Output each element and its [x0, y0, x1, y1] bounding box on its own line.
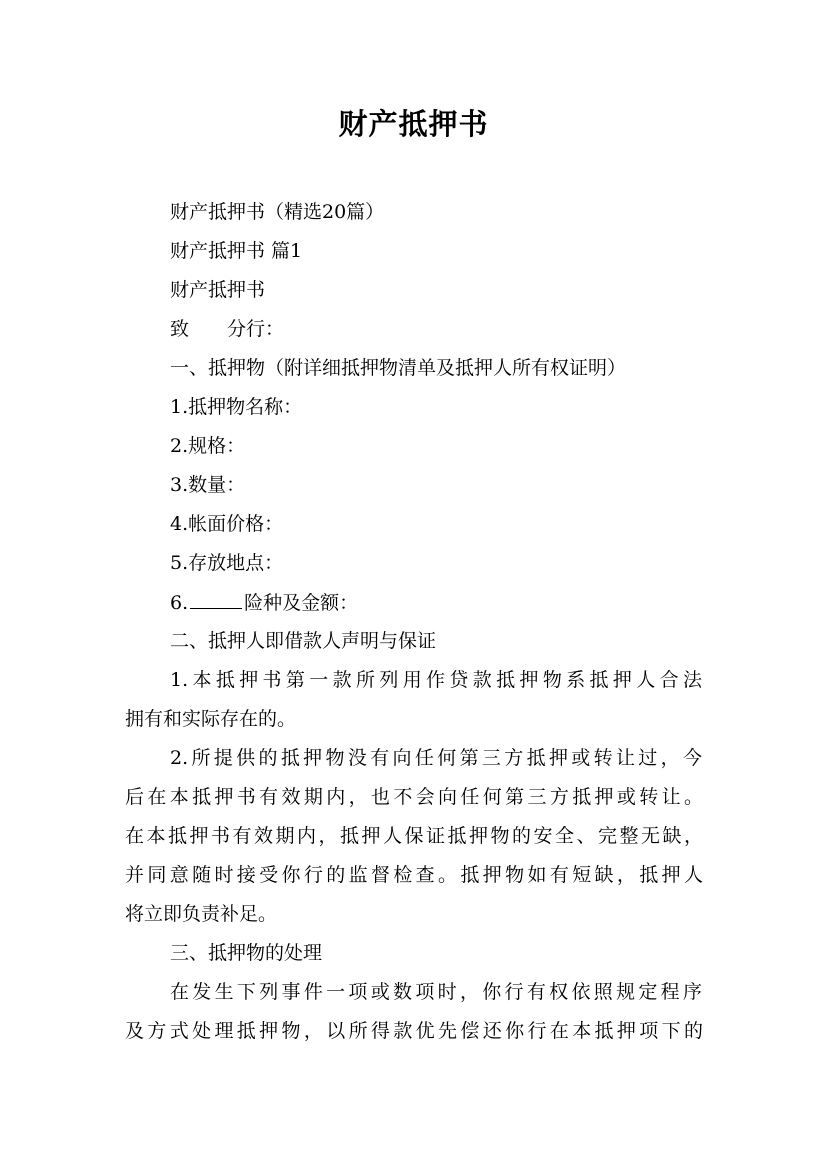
paragraph-line: 在本抵押书有效期内，抵押人保证抵押物的安全、完整无缺，: [125, 825, 703, 847]
blank-underline: [190, 589, 242, 609]
subtitle-collection: 财产抵押书（精选20篇）: [170, 201, 385, 223]
article-title: 财产抵押书: [170, 279, 266, 301]
section-heading-disposal: 三、抵押物的处理: [170, 942, 323, 964]
paragraph-line: 将立即负责补足。: [125, 903, 278, 925]
collateral-item-insurance: [170, 589, 358, 616]
section-heading-declaration: 二、抵押人即借款人声明与保证: [170, 630, 437, 652]
section-heading-collateral: 一、抵押物（附详细抵押物清单及抵押人所有权证明）: [170, 357, 627, 379]
paragraph-line: 1.本抵押书第一款所列用作贷款抵押物系抵押人合法: [170, 669, 702, 691]
collateral-item-name: 1.抵押物名称：: [170, 396, 303, 418]
paragraph-line: 2.所提供的抵押物没有向任何第三方抵押或转让过，今: [170, 747, 702, 769]
collateral-item-quantity: 3.数量：: [170, 474, 246, 496]
addressee-line: [170, 316, 284, 342]
collateral-item-spec: 2.规格：: [170, 435, 246, 457]
insurance-label: 险种及金额：: [244, 592, 359, 614]
addressee-to: 致: [170, 318, 190, 340]
paragraph-line: 及方式处理抵押物，以所得款优先偿还你行在本抵押项下的: [125, 1020, 703, 1042]
collateral-item-book-value: 4.帐面价格：: [170, 513, 284, 535]
paragraph-line: 并同意随时接受你行的监督检查。抵押物如有短缺，抵押人: [125, 864, 703, 886]
paragraph-line: 后在本抵押书有效期内，也不会向任何第三方抵押或转让。: [125, 786, 703, 808]
article-heading: 财产抵押书 篇1: [170, 240, 303, 262]
paragraph-line: 拥有和实际存在的。: [125, 708, 297, 730]
addressee-branch: 分行：: [227, 318, 285, 340]
document-title: 财产抵押书: [338, 107, 489, 141]
collateral-item-location: 5.存放地点：: [170, 552, 284, 574]
paragraph-line: 在发生下列事件一项或数项时，你行有权依照规定程序: [170, 981, 702, 1003]
insurance-number: 6.: [170, 592, 189, 614]
